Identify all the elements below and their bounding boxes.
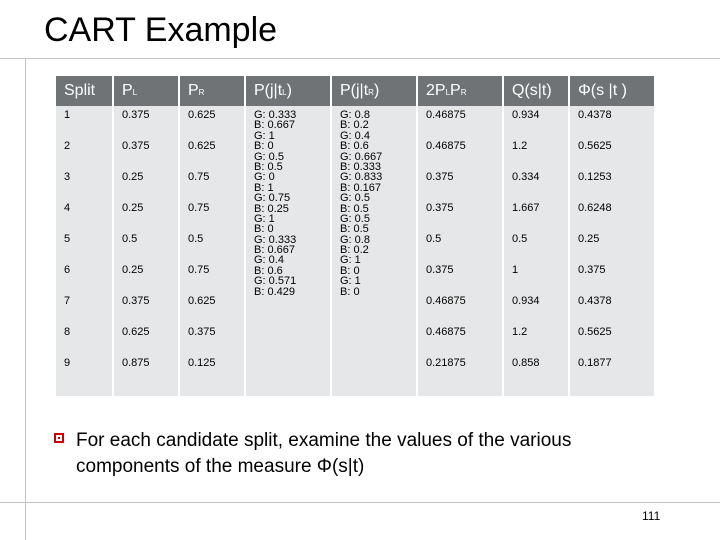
header-subscript: L <box>445 88 451 97</box>
cell-phi: 0.1253 <box>578 171 612 183</box>
cell-pr: 0.625 <box>188 109 216 121</box>
cell-pl: 0.375 <box>122 140 150 152</box>
pjtr-column <box>331 110 417 396</box>
title-divider <box>0 58 720 59</box>
pr-column <box>179 110 245 396</box>
cell-split: 2 <box>64 140 71 152</box>
cell-pr: 0.75 <box>188 171 210 183</box>
cell-phi: 0.375 <box>578 264 606 276</box>
phi-column <box>569 110 654 396</box>
cell-prob-line: G: 1 <box>254 212 275 225</box>
header-label: Q(s|t) <box>512 82 552 99</box>
cell-prob-line: B: 0.667 <box>254 244 295 257</box>
split-column <box>56 110 113 396</box>
header-subscript: L <box>132 88 138 97</box>
cell-phi: 0.6248 <box>578 202 612 214</box>
cell-q: 0.934 <box>512 295 540 307</box>
cell-prob-line: G: 1 <box>254 129 275 142</box>
header-label: P(j|t <box>340 82 369 99</box>
cell-pr: 0.625 <box>188 295 216 307</box>
cell-pr: 0.375 <box>188 326 216 338</box>
cell-pr: 0.625 <box>188 140 216 152</box>
cell-twoplpr: 0.46875 <box>426 140 466 152</box>
pjtl-column <box>245 110 331 396</box>
header-label-part: P <box>450 82 461 99</box>
header-label-tail: ) <box>373 82 380 99</box>
cell-pl: 0.25 <box>122 171 144 183</box>
cell-phi: 0.25 <box>578 233 600 245</box>
header-cell <box>569 76 654 106</box>
header-label: Φ(s |t ) <box>578 82 627 99</box>
cell-prob-line: G: 0.667 <box>340 150 383 163</box>
header-label: 2P <box>426 82 446 99</box>
cell-twoplpr: 0.46875 <box>426 295 466 307</box>
cell-split: 7 <box>64 295 71 307</box>
cell-split: 6 <box>64 264 71 276</box>
header-cell <box>417 76 503 106</box>
cell-pr: 0.125 <box>188 357 216 369</box>
cell-q: 0.334 <box>512 171 540 183</box>
cell-q: 0.858 <box>512 357 540 369</box>
cell-q: 0.5 <box>512 233 528 245</box>
cell-prob-line: B: 0.5 <box>340 223 369 236</box>
header-subscript: R <box>368 88 374 97</box>
cell-split: 1 <box>64 109 71 121</box>
header-subscript: R <box>198 88 205 97</box>
cell-pl: 0.375 <box>122 295 150 307</box>
header-subscript: R <box>460 88 467 97</box>
cell-twoplpr: 0.375 <box>426 202 454 214</box>
header-label: P <box>122 82 133 99</box>
cell-prob-line: G: 0.333 <box>254 109 297 121</box>
square-bullet-icon <box>54 433 64 443</box>
twoplpr-column <box>417 110 503 396</box>
cart-table <box>56 76 654 396</box>
footer-divider <box>0 502 720 503</box>
cell-pr: 0.5 <box>188 233 204 245</box>
table-header-row <box>56 76 654 106</box>
cell-prob-line: G: 0.4 <box>254 254 284 267</box>
header-label: P(j|t <box>254 82 283 99</box>
cell-prob-line: G: 0.333 <box>254 233 297 246</box>
cell-twoplpr: 0.375 <box>426 171 454 183</box>
cell-prob-line: B: 0.5 <box>340 202 369 215</box>
cell-prob-line: G: 1 <box>340 254 361 267</box>
cell-prob-line: B: 1 <box>254 181 274 194</box>
table-body-row <box>56 110 654 396</box>
cell-prob-line: B: 0.667 <box>254 119 295 132</box>
header-cell <box>331 76 417 106</box>
cell-split: 5 <box>64 233 71 245</box>
cell-prob-line: B: 0 <box>340 264 360 277</box>
cell-prob-line: B: 0 <box>254 140 274 153</box>
cell-prob-line: G: 0.75 <box>254 192 291 205</box>
cell-prob-line: B: 0.333 <box>340 160 381 173</box>
cell-twoplpr: 0.375 <box>426 264 454 276</box>
cell-prob-line: B: 0.2 <box>340 244 369 257</box>
cell-q: 1.667 <box>512 202 540 214</box>
slide-title: CART Example <box>44 11 278 49</box>
cell-pl: 0.5 <box>122 233 138 245</box>
cell-twoplpr: 0.46875 <box>426 109 466 121</box>
cell-q: 1 <box>512 264 519 276</box>
cell-phi: 0.1877 <box>578 357 612 369</box>
cell-prob-line: G: 0.5 <box>254 150 284 163</box>
cell-prob-line: B: 0 <box>340 285 360 298</box>
cell-q: 1.2 <box>512 326 528 338</box>
left-margin-divider <box>25 58 26 540</box>
cell-prob-line: B: 0.25 <box>254 202 289 215</box>
header-label-tail: ) <box>286 82 292 99</box>
header-subscript: L <box>282 88 287 97</box>
cell-prob-line: B: 0.2 <box>340 119 369 132</box>
cell-prob-line: B: 0.167 <box>340 181 381 194</box>
cell-prob-line: G: 0.5 <box>340 212 370 225</box>
cell-prob-line: B: 0 <box>254 223 274 236</box>
cell-q: 0.934 <box>512 109 540 121</box>
page-number: 111 <box>642 509 661 523</box>
cell-pl: 0.625 <box>122 326 150 338</box>
cell-phi: 0.5625 <box>578 140 612 152</box>
cell-pl: 0.375 <box>122 109 150 121</box>
cell-prob-line: G: 0.8 <box>340 109 370 121</box>
header-label: P <box>188 82 199 99</box>
cell-pl: 0.25 <box>122 202 144 214</box>
cell-twoplpr: 0.21875 <box>426 357 466 369</box>
cell-prob-line: B: 0.429 <box>254 285 295 298</box>
cell-prob-line: G: 0.833 <box>340 171 383 184</box>
pl-column <box>113 110 179 396</box>
header-cell <box>113 76 179 106</box>
cell-prob-line: B: 0.5 <box>254 160 283 173</box>
cell-prob-line: G: 0 <box>254 171 275 184</box>
cell-q: 1.2 <box>512 140 528 152</box>
cell-prob-line: G: 0.5 <box>340 192 370 205</box>
cell-prob-line: B: 0.6 <box>340 140 369 153</box>
cell-pl: 0.25 <box>122 264 144 276</box>
cell-pr: 0.75 <box>188 264 210 276</box>
cell-pl: 0.875 <box>122 357 150 369</box>
header-cell <box>503 76 569 106</box>
cell-twoplpr: 0.46875 <box>426 326 466 338</box>
cell-prob-line: G: 0.571 <box>254 275 297 288</box>
header-label: Split <box>64 82 96 99</box>
cell-split: 9 <box>64 357 71 369</box>
cell-phi: 0.4378 <box>578 109 612 121</box>
cell-prob-line: B: 0.6 <box>254 264 283 277</box>
bullet-item <box>54 428 674 480</box>
cell-split: 4 <box>64 202 71 214</box>
cell-twoplpr: 0.5 <box>426 233 442 245</box>
q-column <box>503 110 569 396</box>
cell-phi: 0.5625 <box>578 326 612 338</box>
header-cell <box>56 76 113 106</box>
header-cell <box>179 76 245 106</box>
cell-split: 3 <box>64 171 71 183</box>
cell-phi: 0.4378 <box>578 295 612 307</box>
cell-prob-line: G: 1 <box>340 275 361 288</box>
cell-prob-line: G: 0.8 <box>340 233 370 246</box>
bullet-text: For each candidate split, examine the values of the various components of the measure Φ(s|t) <box>76 430 572 477</box>
cell-pr: 0.75 <box>188 202 210 214</box>
header-cell <box>245 76 331 106</box>
cell-prob-line: G: 0.4 <box>340 129 370 142</box>
cell-split: 8 <box>64 326 71 338</box>
